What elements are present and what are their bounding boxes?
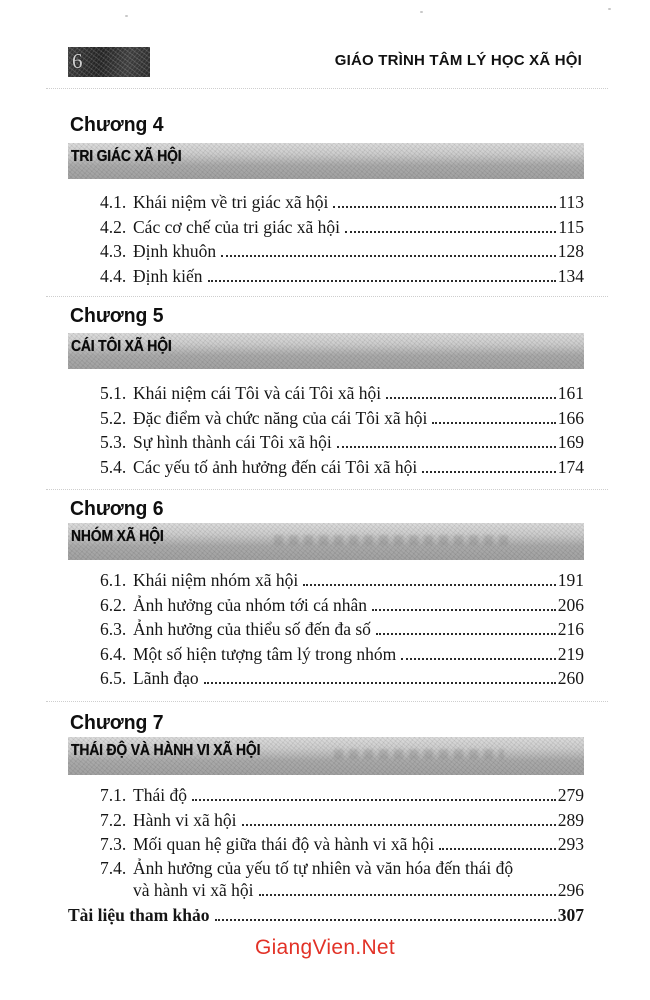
chapter-7-title-bar (68, 737, 584, 775)
dot-leader (221, 255, 556, 257)
bleed-through-artifact (274, 535, 514, 545)
toc-entry-number: 7.2. (100, 809, 127, 830)
toc-entry-page: 260 (557, 668, 584, 688)
dot-leader (422, 471, 556, 473)
dot-leader (372, 609, 556, 611)
toc-entry-title: Các cơ chế của tri giác xã hội (133, 216, 341, 237)
toc-entry-page: 206 (557, 594, 584, 615)
dot-leader (303, 584, 555, 586)
chapter-5-title: CÁI TÔI XÃ HỘI (71, 338, 172, 355)
toc-entry-number: 6.1. (100, 570, 127, 590)
dot-leader (386, 397, 556, 399)
toc-entry (68, 455, 584, 480)
dot-leader (204, 682, 556, 684)
toc-entry-number: 5.3. (100, 432, 127, 452)
toc-entry-title: Các yếu tố ảnh hưởng đến cái Tôi xã hội (133, 456, 418, 477)
toc-entry-title: Ảnh hưởng của thiểu số đến đa số (133, 619, 371, 639)
toc-entry-title: Hành vi xã hội (133, 809, 237, 830)
toc-entry-title: Thái độ (133, 785, 187, 805)
toc-entry-number: 4.4. (100, 265, 127, 286)
running-header-title: GIÁO TRÌNH TÂM LÝ HỌC XÃ HỘI (334, 52, 582, 69)
dot-leader (215, 919, 556, 921)
scan-speck (420, 11, 423, 13)
toc-entry-title: Một số hiện tượng tâm lý trong nhóm (133, 643, 397, 664)
toc-entry-page: 289 (557, 809, 584, 830)
chapter-6-toc (68, 568, 584, 691)
giangvien-watermark: GiangVien.Net (254, 936, 396, 959)
toc-entry-page: 216 (557, 619, 584, 639)
chapter-5-title-bar (68, 333, 584, 369)
toc-entry-page: 296 (557, 879, 584, 900)
dot-leader (259, 894, 556, 896)
toc-entry-number: 7.1. (100, 785, 127, 805)
dot-leader (337, 446, 556, 448)
bleed-through-artifact (334, 749, 504, 759)
toc-entry (68, 239, 584, 264)
toc-entry-number: 5.2. (100, 407, 127, 428)
toc-entry-number: 7.4. (100, 857, 127, 878)
toc-entry-title: Khái niệm nhóm xã hội (133, 570, 299, 590)
toc-entry (68, 430, 584, 455)
toc-entry-title-continued: và hành vi xã hội (133, 879, 254, 900)
toc-entry-title: Khái niệm về tri giác xã hội (133, 192, 329, 212)
dot-leader (439, 848, 556, 850)
toc-entry-number: 6.2. (100, 594, 127, 615)
dot-leader (401, 658, 556, 660)
toc-entry (68, 808, 584, 833)
toc-entry (68, 617, 584, 642)
toc-entry-number: 4.3. (100, 241, 127, 261)
toc-entry-number: 6.5. (100, 668, 127, 688)
toc-entry-page: 166 (557, 407, 584, 428)
toc-entry (68, 190, 584, 215)
toc-entry (68, 406, 584, 431)
scan-artifact-line (46, 489, 608, 490)
toc-entry (68, 215, 584, 240)
toc-entry-page: 191 (557, 570, 584, 590)
toc-entry-title: Lãnh đạo (133, 668, 199, 688)
dot-leader (432, 422, 555, 424)
dot-leader (192, 799, 556, 801)
toc-entry-page: 161 (557, 383, 584, 403)
toc-entry (68, 568, 584, 593)
dot-leader (345, 231, 556, 233)
toc-entry-line2 (68, 879, 584, 901)
references-entry (68, 903, 584, 928)
toc-entry (68, 381, 584, 406)
references-toc (68, 903, 584, 928)
chapter-7-toc (68, 783, 584, 901)
dot-leader (376, 633, 556, 635)
page-number-bar (68, 47, 150, 77)
chapter-5-toc (68, 381, 584, 479)
dot-leader (242, 824, 556, 826)
chapter-5-label: Chương 5 (70, 305, 164, 327)
page-number: 6 (72, 49, 83, 73)
references-page: 307 (557, 905, 584, 925)
chapter-7-label: Chương 7 (70, 712, 164, 734)
toc-entry-page: 134 (557, 265, 584, 286)
scan-speck (608, 8, 611, 10)
toc-entry (68, 783, 584, 808)
scan-artifact-line (46, 88, 608, 89)
toc-entry-number: 5.1. (100, 383, 127, 403)
toc-entry-page: 279 (557, 785, 584, 805)
references-title: Tài liệu tham khảo (68, 905, 210, 925)
toc-entry-page: 169 (557, 432, 584, 452)
scan-speck (125, 15, 128, 17)
chapter-6-title: NHÓM XÃ HỘI (71, 528, 164, 545)
toc-entry-page: 128 (557, 241, 584, 261)
toc-entry-number: 6.4. (100, 643, 127, 664)
toc-entry-title: Ảnh hưởng của yếu tố tự nhiên và văn hóa đến thái độ (133, 857, 514, 878)
chapter-7-title: THÁI ĐỘ VÀ HÀNH VI XÃ HỘI (71, 742, 261, 759)
toc-entry-title: Đặc điểm và chức năng của cái Tôi xã hội (133, 407, 428, 428)
toc-entry-number: 7.3. (100, 834, 127, 854)
toc-entry-number: 4.2. (100, 216, 127, 237)
toc-entry-page: 115 (558, 216, 584, 237)
toc-entry-title: Ảnh hưởng của nhóm tới cá nhân (133, 594, 368, 615)
chapter-6-title-bar (68, 523, 584, 560)
toc-entry (68, 832, 584, 857)
toc-entry-line1 (68, 857, 584, 879)
toc-entry-title: Định khuôn (133, 241, 217, 261)
toc-entry-number: 6.3. (100, 619, 127, 639)
toc-entry (68, 666, 584, 691)
toc-entry-page: 219 (557, 643, 584, 664)
chapter-4-label: Chương 4 (70, 114, 164, 136)
toc-entry-title: Sự hình thành cái Tôi xã hội (133, 432, 332, 452)
toc-entry-page: 293 (557, 834, 584, 854)
toc-entry (68, 264, 584, 289)
toc-entry-page: 174 (557, 456, 584, 477)
toc-entry-title: Định kiến (133, 265, 203, 286)
toc-entry (68, 642, 584, 667)
scan-artifact-line (46, 296, 608, 297)
scan-artifact-line (46, 701, 608, 702)
dot-leader (333, 206, 556, 208)
toc-entry-title: Mối quan hệ giữa thái độ và hành vi xã hội (133, 834, 435, 854)
toc-entry-number: 5.4. (100, 456, 127, 477)
toc-entry-page: 113 (558, 192, 584, 212)
chapter-4-title: TRI GIÁC XÃ HỘI (71, 148, 182, 165)
chapter-4-toc (68, 190, 584, 288)
toc-entry-number: 4.1. (100, 192, 127, 212)
toc-entry-title: Khái niệm cái Tôi và cái Tôi xã hội (133, 383, 382, 403)
chapter-4-title-bar (68, 143, 584, 179)
dot-leader (208, 280, 556, 282)
chapter-6-label: Chương 6 (70, 498, 164, 520)
toc-entry (68, 593, 584, 618)
